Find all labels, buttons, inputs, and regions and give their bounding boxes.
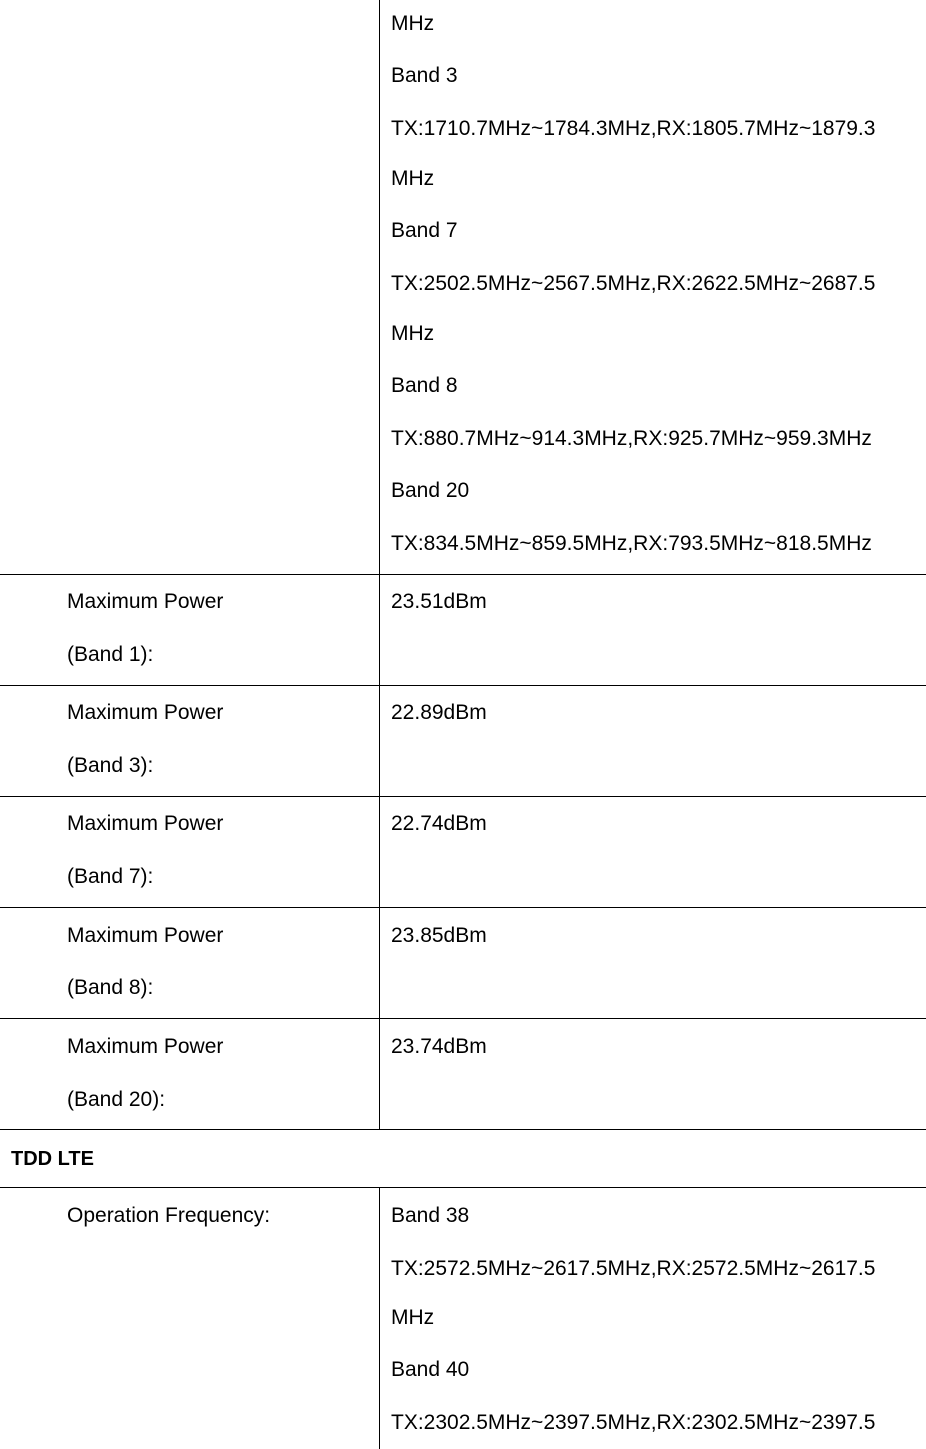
frequency-line: TX:2302.5MHz~2397.5MHz,RX:2302.5MHz~2397.5 bbox=[391, 1411, 876, 1434]
power-label: (Band 7): bbox=[67, 865, 154, 888]
frequency-line: TX:2502.5MHz~2567.5MHz,RX:2622.5MHz~2687.5 bbox=[391, 272, 876, 295]
row-divider bbox=[0, 1129, 926, 1130]
row-divider bbox=[0, 685, 926, 686]
frequency-line: MHz bbox=[391, 322, 435, 345]
band-label: Band 8 bbox=[391, 374, 458, 397]
frequency-line: TX:834.5MHz~859.5MHz,RX:793.5MHz~818.5MHz bbox=[391, 532, 872, 555]
power-value: 22.74dBm bbox=[391, 812, 487, 835]
power-label: (Band 20): bbox=[67, 1088, 166, 1111]
column-divider bbox=[379, 1188, 380, 1449]
row-divider bbox=[0, 1187, 926, 1188]
frequency-line: MHz bbox=[391, 12, 435, 35]
frequency-line: TX:880.7MHz~914.3MHz,RX:925.7MHz~959.3MHz bbox=[391, 427, 872, 450]
frequency-line: MHz bbox=[391, 1306, 435, 1329]
band-label: Band 3 bbox=[391, 64, 458, 87]
band-label: Band 20 bbox=[391, 479, 470, 502]
frequency-line: MHz bbox=[391, 167, 435, 190]
power-label: Maximum Power bbox=[67, 812, 224, 835]
power-label: Maximum Power bbox=[67, 701, 224, 724]
frequency-line: TX:1710.7MHz~1784.3MHz,RX:1805.7MHz~1879.3 bbox=[391, 117, 876, 140]
column-divider bbox=[379, 0, 380, 1130]
band-label: Band 38 bbox=[391, 1204, 470, 1227]
band-label: Band 7 bbox=[391, 219, 458, 242]
row-divider bbox=[0, 574, 926, 575]
row-divider bbox=[0, 796, 926, 797]
power-label: (Band 3): bbox=[67, 754, 154, 777]
power-value: 23.51dBm bbox=[391, 590, 487, 613]
power-label: (Band 8): bbox=[67, 976, 154, 999]
power-label: Maximum Power bbox=[67, 924, 224, 947]
frequency-line: TX:2572.5MHz~2617.5MHz,RX:2572.5MHz~2617.5 bbox=[391, 1257, 876, 1280]
power-value: 23.85dBm bbox=[391, 924, 487, 947]
row-divider bbox=[0, 1018, 926, 1019]
power-label: (Band 1): bbox=[67, 643, 154, 666]
power-label: Maximum Power bbox=[67, 590, 224, 613]
operation-frequency-label: Operation Frequency: bbox=[67, 1204, 271, 1227]
power-value: 22.89dBm bbox=[391, 701, 487, 724]
band-label: Band 40 bbox=[391, 1358, 470, 1381]
power-label: Maximum Power bbox=[67, 1035, 224, 1058]
power-value: 23.74dBm bbox=[391, 1035, 487, 1058]
row-divider bbox=[0, 907, 926, 908]
section-heading-tdd-lte: TDD LTE bbox=[11, 1148, 94, 1170]
